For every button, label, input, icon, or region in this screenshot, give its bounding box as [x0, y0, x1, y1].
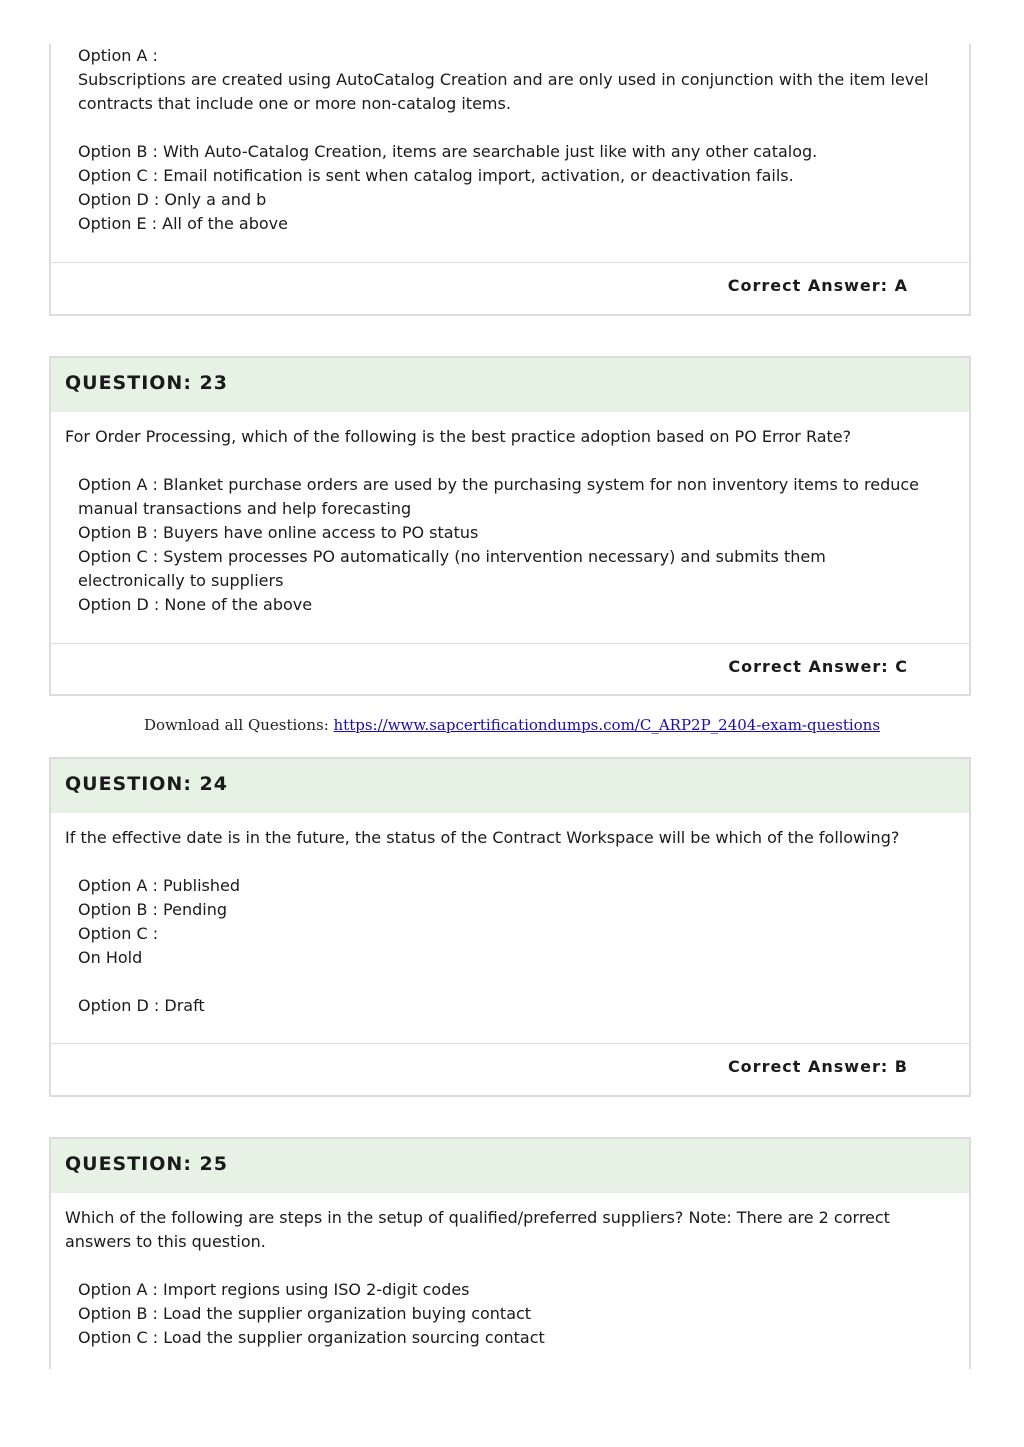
option-c: Option C : Email notification is sent when catalog import, activation, or deactivation fails.: [78, 166, 794, 185]
correct-answer: Correct Answer: C: [728, 657, 908, 676]
correct-answer: Correct Answer: B: [727, 1057, 908, 1076]
correct-answer: Correct Answer: A: [727, 276, 908, 295]
option-b: Option B : Pending: [78, 900, 227, 919]
question-header: QUESTION: 23: [51, 358, 969, 412]
option-d: Option D : Draft: [78, 996, 205, 1015]
option-c: Option C : Load the supplier organization sourcing contact: [78, 1328, 545, 1347]
download-link[interactable]: https://www.sapcertificationdumps.com/C_ARP2P_2404-exam-questions: [333, 716, 881, 734]
question-card-25: [49, 1137, 971, 1369]
question-header: QUESTION: 24: [51, 759, 969, 813]
options-list: [51, 1278, 969, 1350]
option-a-text: Subscriptions are created using AutoCatalog Creation and are only used in conjunction with the item level contracts that include one or more non-catalog items.: [78, 70, 929, 113]
download-line: [0, 716, 1024, 734]
answer-row: [51, 1043, 969, 1094]
option-b: Option B : Buyers have online access to PO status: [78, 523, 479, 542]
download-label: Download all Questions:: [143, 716, 334, 734]
option-c-text: On Hold: [78, 948, 143, 967]
option-a: Option A : Import regions using ISO 2-digit codes: [78, 1280, 470, 1299]
option-d: Option D : Only a and b: [78, 190, 267, 209]
option-e: Option E : All of the above: [78, 214, 288, 233]
answer-row: [51, 262, 969, 313]
option-b: Option B : Load the supplier organization buying contact: [78, 1304, 532, 1323]
question-text: Which of the following are steps in the setup of qualified/preferred suppliers? Note: There are 2 correct answers to this question.: [65, 1208, 890, 1251]
question-card-24: [49, 757, 971, 1097]
options-list: [51, 473, 969, 617]
answer-row: [51, 643, 969, 694]
question-card-22: [49, 44, 971, 316]
option-d: Option D : None of the above: [78, 595, 313, 614]
options-list: [51, 44, 969, 236]
option-c-label: Option C :: [78, 924, 159, 943]
option-a: Option A : Blanket purchase orders are used by the purchasing system for non inventory items to reduce manual transactions and help forecasting: [78, 475, 920, 518]
option-a-label: Option A :: [78, 46, 158, 65]
question-text: If the effective date is in the future, the status of the Contract Workspace will be which of the following?: [65, 828, 900, 847]
option-c: Option C : System processes PO automatically (no intervention necessary) and submits them electronically to suppliers: [78, 547, 826, 590]
option-b: Option B : With Auto-Catalog Creation, items are searchable just like with any other catalog.: [78, 142, 818, 161]
question-card-23: [49, 356, 971, 696]
question-header: QUESTION: 25: [51, 1139, 969, 1193]
question-text: For Order Processing, which of the following is the best practice adoption based on PO Error Rate?: [65, 427, 852, 446]
option-a: Option A : Published: [78, 876, 241, 895]
options-list: [51, 874, 969, 1018]
